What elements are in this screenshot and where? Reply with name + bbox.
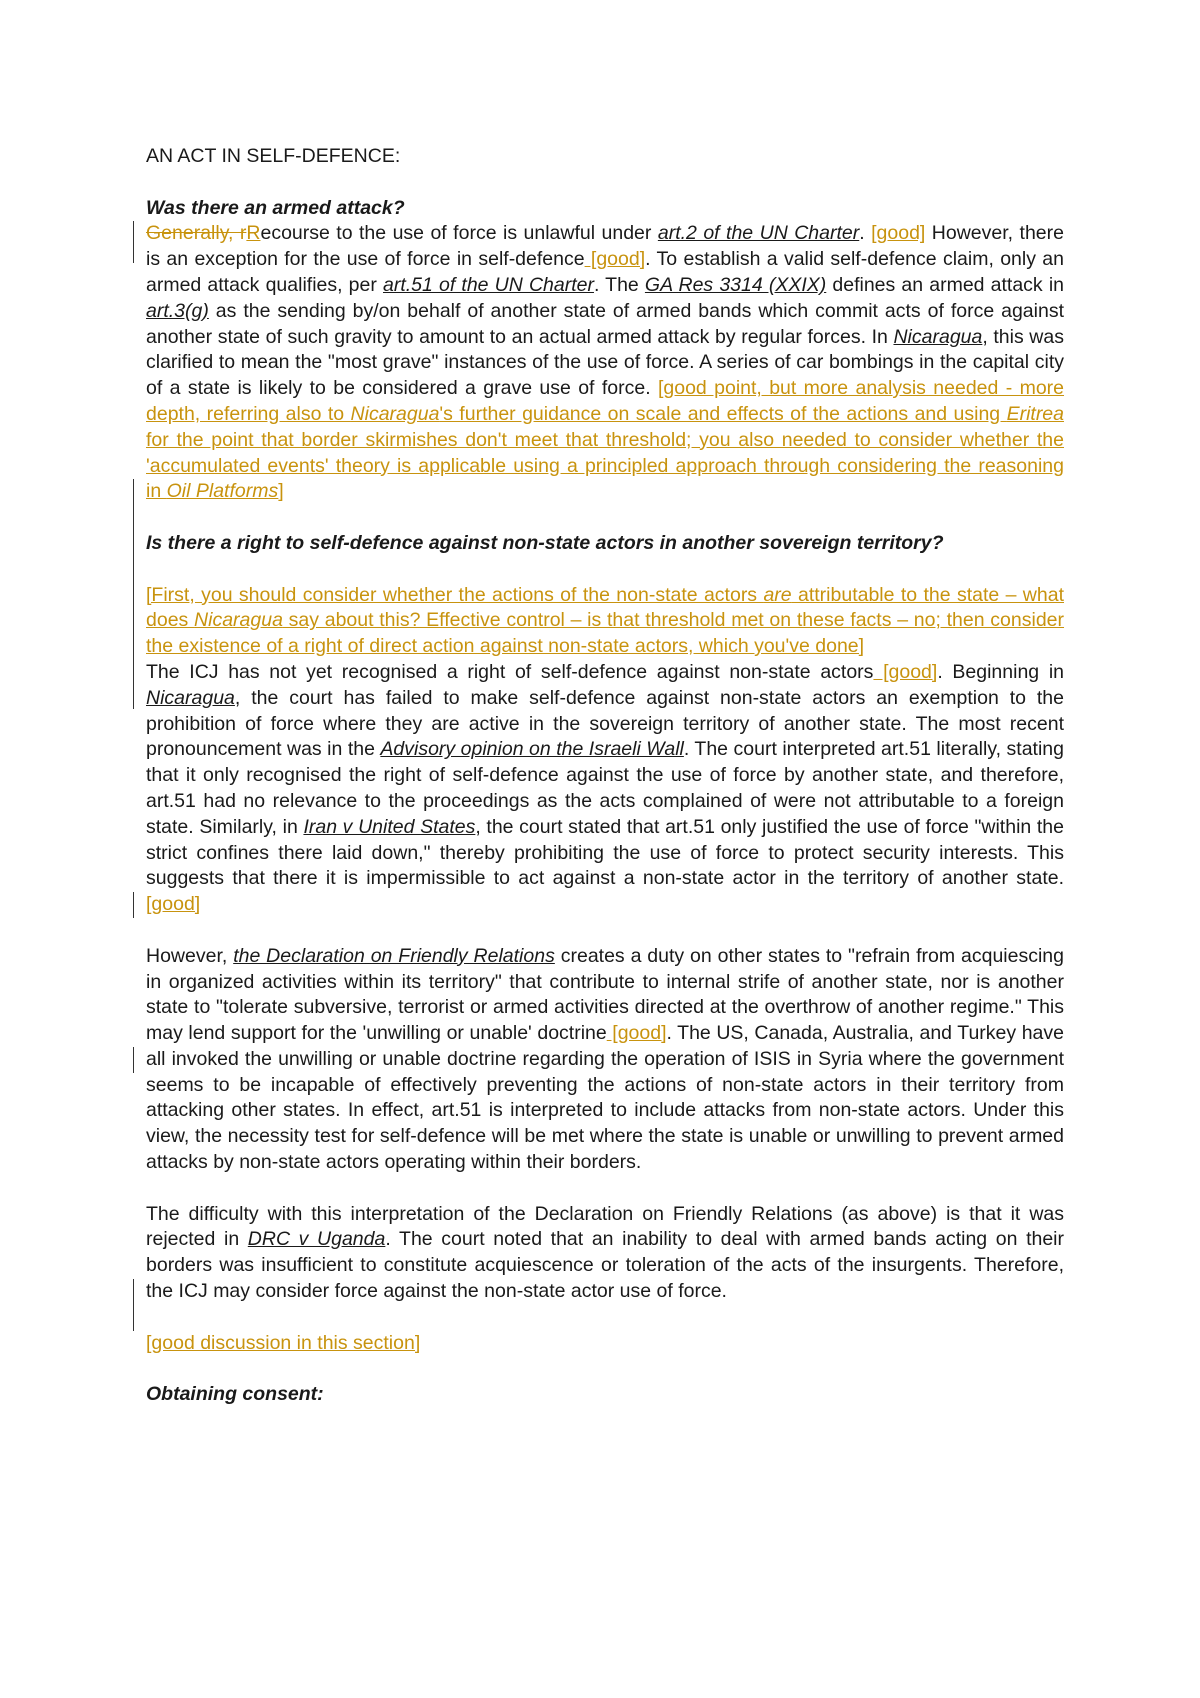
section-heading: Obtaining consent:	[146, 1383, 324, 1406]
feedback-comment: [good]	[146, 893, 201, 916]
change-bar	[133, 221, 134, 263]
feedback-comment: [good]	[584, 248, 646, 271]
text: Nicaragua	[194, 609, 283, 632]
document-page	[146, 144, 1064, 1408]
text: Nicaragua	[350, 402, 440, 425]
change-bar	[133, 1279, 134, 1331]
paragraph	[146, 1202, 1064, 1305]
text: However, there is an exception for the use of force in self-defence	[146, 222, 1064, 271]
paragraph	[146, 944, 1064, 1176]
feedback-comment: [good]	[873, 660, 938, 683]
text: for the point that border skirmishes don't meet that threshold; you also needed to consider whether the 'accumulated events' theory is applicable using a principled approach through considering the reasoning in	[146, 428, 1064, 503]
case-citation: GA Res 3314 (XXIX)	[644, 273, 827, 296]
text: [good point, but more analysis needed - more depth, referring also to	[146, 377, 1065, 425]
case-citation: art.51 of the UN Charter	[383, 273, 594, 296]
case-citation: Iran v United States	[303, 815, 476, 838]
section-heading: Was there an armed attack?	[146, 196, 405, 219]
change-bar	[133, 1047, 134, 1073]
text: . The US, Canada, Australia, and Turkey have all invoked the unwilling or unable doctrine regarding the operation of ISIS in Syria where the government seems to be incapable of effectively preventing the actions of non-state actors in their territory from attacking other states. In effect, art.51 is interpreted to include attacks from non-state actors. Under this view, the necessity test for self-defence will be met where the state is unable or unwilling to prevent armed attacks by non-state actors operating within their borders.	[146, 1022, 1064, 1174]
case-citation: art.3(g)	[146, 299, 209, 322]
text: as the sending by/on behalf of another state of armed bands which commit acts of force against another state of such gravity to amount to an actual armed attack by regular forces. In	[146, 299, 1064, 348]
text: 's further guidance on scale and effects of the actions and using	[439, 402, 1007, 425]
section-heading: Is there a right to self-defence against non-state actors in another sovereign territory?	[146, 531, 944, 554]
case-citation: DRC v Uganda	[247, 1228, 386, 1251]
case-citation: the Declaration on Friendly Relations	[233, 944, 555, 967]
section-non-state-actors	[146, 531, 1064, 1357]
closing-comment	[146, 1331, 1064, 1357]
text: . To establish a valid self-defence claim, only an armed attack qualifies, per	[146, 248, 1064, 296]
paragraph	[146, 660, 1064, 918]
text: Oil Platforms	[166, 480, 279, 503]
text: . The court interpreted art.51 literally, stating that it only recognised the right of self-defence against the use of force by another state, and therefore, art.51 had no relevance to the proceedings as the acts complained of were not attributable to a foreign state. Similarly, in	[146, 738, 1064, 838]
text: However,	[146, 944, 234, 967]
paragraph-block	[146, 1202, 1064, 1305]
feedback-comment: [good]	[871, 222, 926, 245]
paragraph-block	[146, 944, 1064, 1176]
text: Eritrea	[1006, 402, 1064, 425]
text: ecourse to the use of force is unlawful under	[260, 222, 658, 245]
case-citation: Nicaragua	[146, 686, 235, 709]
paragraph-block	[146, 660, 1064, 918]
change-bar	[133, 892, 134, 918]
feedback-comment: [good discussion in this section]	[146, 1331, 421, 1354]
text: [First, you should consider whether the actions of the non-state actors	[146, 583, 764, 606]
text: .	[859, 222, 872, 245]
text: The difficulty with this interpretation of the Declaration on Friendly Relations (as above) is that it was rejected in	[146, 1202, 1064, 1251]
text: . The	[593, 273, 645, 296]
paragraph-block	[146, 221, 1064, 505]
text: ]	[278, 480, 284, 503]
deleted-text: Generally, r	[146, 222, 247, 245]
page-title: AN ACT IN SELF-DEFENCE:	[146, 145, 401, 167]
section-armed-attack	[146, 196, 1064, 506]
comment-block	[146, 583, 1064, 660]
text: , the court stated that art.51 only justified the use of force "within the strict confines there laid down," thereby prohibiting the use of force to protect security interests. This suggests that there it is impermissible to act against a non-state actor in the territory of another state.	[146, 815, 1064, 890]
case-citation: Advisory opinion on the Israeli Wall	[380, 738, 684, 761]
feedback-comment: [good]	[606, 1022, 667, 1045]
text: . Beginning in	[937, 660, 1064, 683]
text: creates a duty on other states to "refrain from acquiescing in organized activities within its territory" that contribute to internal strife of another state, nor is another state to "tolerate subversive, terrorist or armed activities directed at the overthrow of another regime." This may lend support for the 'unwilling or unable' doctrine	[146, 944, 1065, 1045]
text: defines an armed attack in	[826, 273, 1064, 296]
case-citation: Nicaragua	[893, 325, 983, 348]
inserted-text: R	[246, 222, 261, 245]
feedback-comment	[146, 583, 1064, 660]
text: , the court has failed to make self-defence against non-state actors an exemption to the prohibition of force where they are active in the sovereign territory of another state. The most recent pronouncement was in the	[146, 686, 1064, 761]
text: say about this? Effective control – is that threshold met on these facts – no; then consider the existence of a right of direct action against non-state actors, which you've done]	[146, 609, 1065, 658]
text: are	[763, 583, 792, 606]
paragraph	[146, 221, 1064, 505]
text: , this was clarified to mean the "most grave" instances of the use of force. A series of car bombings in the capital city of a state is likely to be considered a grave use of force.	[146, 325, 1064, 400]
text: The ICJ has not yet recognised a right of self-defence against non-state actors	[146, 660, 874, 683]
change-bar	[133, 583, 134, 709]
text: . The court noted that an inability to deal with armed bands acting on their borders was insufficient to constitute acquiescence or toleration of the acts of the insurgents. Therefore, the ICJ may consider force against the non-state actor use of force.	[146, 1228, 1065, 1303]
text: attributable to the state – what does	[146, 583, 1064, 632]
case-citation: art.2 of the UN Charter	[657, 222, 860, 245]
